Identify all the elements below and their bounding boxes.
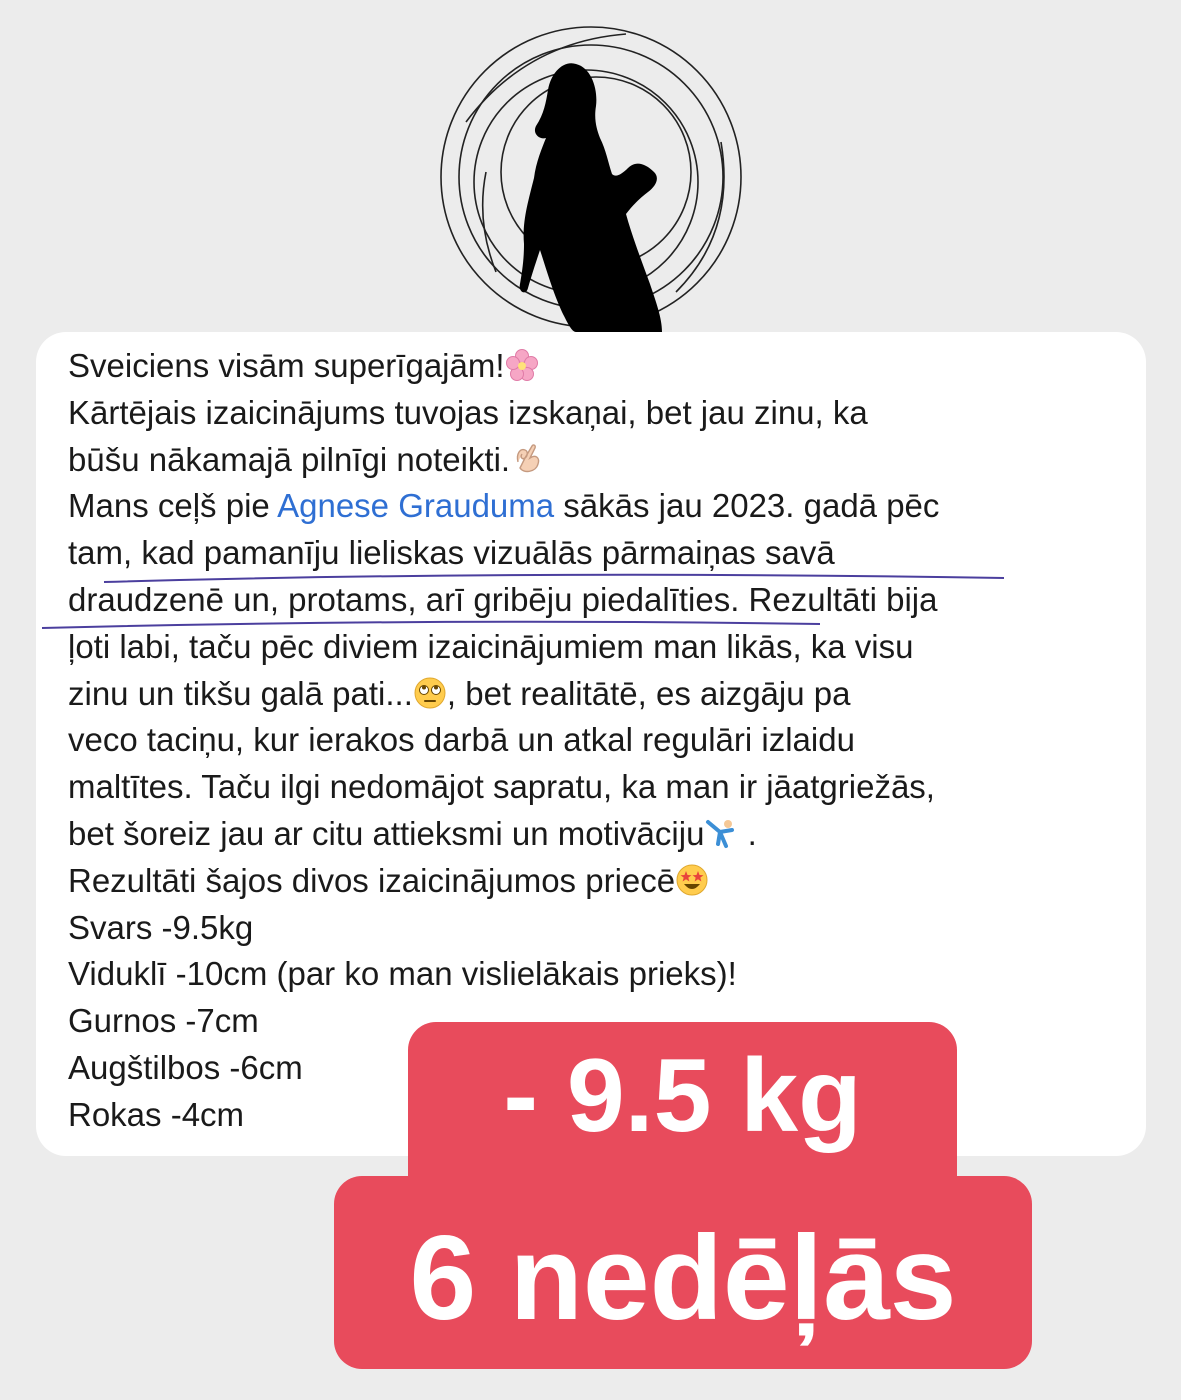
text-line: Rezultāti šajos divos izaicinājumos priecē	[68, 858, 1138, 905]
person-cartwheeling-emoji	[704, 816, 738, 850]
greeting-line: Sveiciens visām superīgajām!	[68, 343, 1138, 390]
mention-link-agnese-grauduma[interactable]: Agnese Grauduma	[277, 487, 555, 525]
text-line: tam, kad pamanīju lieliskas vizuālās pārmaiņas savā	[68, 534, 835, 572]
result-item: Rokas -4cm	[68, 1095, 245, 1133]
ok-hand-emoji	[510, 442, 544, 476]
text-line: būšu nākamajā pilnīgi noteikti.	[68, 437, 1138, 484]
text-line: draudzenē un, protams, arī gribēju piedalīties. Rezultāti bija	[68, 580, 938, 618]
text-line: ļoti labi, taču pēc diviem izaicinājumiem man likās, ka visu	[68, 627, 914, 665]
text-line: Mans ceļš pie Agnese Grauduma sākās jau 2023. gadā pēc	[68, 487, 940, 525]
text-line: veco taciņu, kur ierakos darbā un atkal regulāri izlaidu	[68, 721, 855, 759]
eye-roll-emoji	[413, 676, 447, 710]
duration-badge: 6 nedēļās	[334, 1176, 1032, 1369]
weight-loss-badge: - 9.5 kg	[408, 1022, 957, 1244]
result-item: Gurnos -7cm	[68, 1002, 259, 1040]
cherry-blossom-emoji	[505, 348, 539, 382]
star-struck-emoji	[675, 863, 709, 897]
text-line: Kārtējais izaicinājums tuvojas izskaņai, bet jau zinu, ka	[68, 393, 868, 431]
silhouette-logo	[436, 22, 746, 332]
testimonial-text	[68, 343, 1138, 1139]
text-line: zinu un tikšu galā pati... , bet realitātē, es aizgāju pa	[68, 674, 851, 712]
result-item: Svars -9.5kg	[68, 908, 254, 946]
result-item: Viduklī -10cm (par ko man vislielākais prieks)!	[68, 955, 737, 993]
text-line: maltītes. Taču ilgi nedomājot sapratu, ka man ir jāatgriežās,	[68, 768, 935, 806]
text-line: bet šoreiz jau ar citu attieksmi un motivāciju .	[68, 814, 757, 852]
result-item: Augštilbos -6cm	[68, 1048, 303, 1086]
